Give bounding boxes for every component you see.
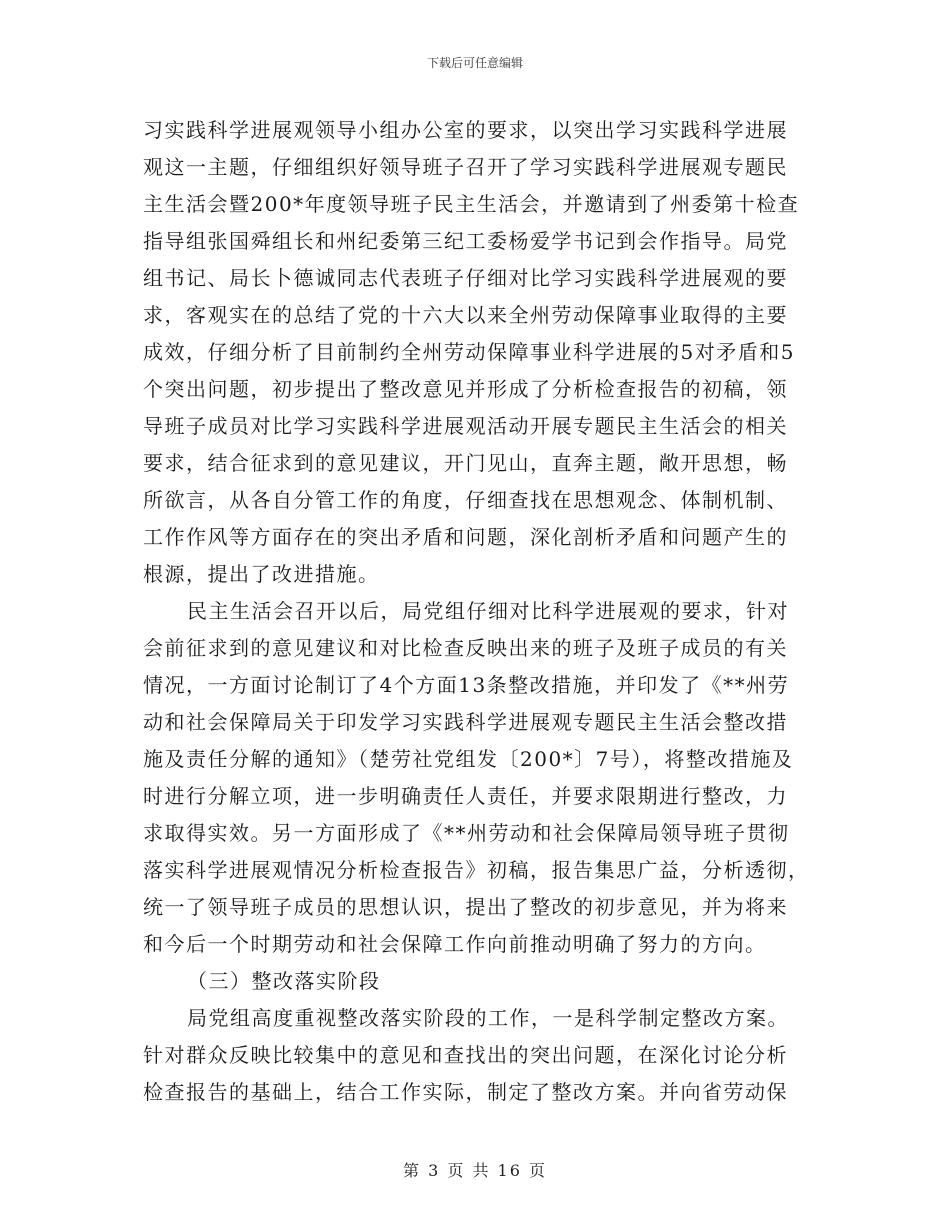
- text-line: 组书记、局长卜德诚同志代表班子仔细对比学习实践科学进展观的要: [143, 266, 788, 290]
- text-line: 观这一主题，仔细组织好领导班子召开了学习实践科学进展观专题民: [143, 155, 788, 179]
- document-body: [143, 112, 809, 1111]
- text-line: 习实践科学进展观领导小组办公室的要求，以突出学习实践科学进展: [143, 118, 788, 142]
- text-line: 根源，提出了改进措施。: [143, 562, 380, 586]
- text-line: 成效，仔细分析了目前制约全州劳动保障事业科学进展的5对矛盾和5: [143, 340, 795, 364]
- section-heading: （三）整改落实阶段: [187, 969, 381, 993]
- page-footer: 第 3 页 共 16 页: [403, 1161, 547, 1180]
- text-line: 时进行分解立项，进一步明确责任人责任，并要求限期进行整改，力: [143, 784, 788, 808]
- paragraph-start-line: 局党组高度重视整改落实阶段的工作，一是科学制定整改方案。: [187, 1006, 789, 1030]
- text-line: 求，客观实在的总结了党的十六大以来全州劳动保障事业取得的主要: [143, 303, 788, 327]
- paragraph-start-line: 民主生活会召开以后，局党组仔细对比科学进展观的要求，针对: [187, 599, 789, 623]
- text-line: 要求，结合征求到的意见建议，开门见山，直奔主题，敞开思想，畅: [143, 451, 788, 475]
- text-line: 导班子成员对比学习实践科学进展观活动开展专题民主生活会的相关: [143, 414, 788, 438]
- page-header: 下载后可任意编辑: [426, 56, 523, 70]
- text-line: 动和社会保障局关于印发学习实践科学进展观专题民主生活会整改措: [143, 710, 788, 734]
- text-line: 情况，一方面讨论制订了4个方面13条整改措施，并印发了《**州劳: [143, 673, 790, 697]
- text-line: 和今后一个时期劳动和社会保障工作向前推动明确了努力的方向。: [143, 932, 767, 956]
- text-line: 个突出问题，初步提出了整改意见并形成了分析检查报告的初稿，领: [143, 377, 788, 401]
- text-line: 会前征求到的意见建议和对比检查反映出来的班子及班子成员的有关: [143, 636, 788, 660]
- text-line: 工作作风等方面存在的突出矛盾和问题，深化剖析矛盾和问题产生的: [143, 525, 788, 549]
- text-line: 所欲言，从各自分管工作的角度，仔细查找在思想观念、体制机制、: [143, 488, 788, 512]
- text-line: 统一了领导班子成员的思想认识，提出了整改的初步意见，并为将来: [143, 895, 788, 919]
- text-line: 求取得实效。另一方面形成了《**州劳动和社会保障局领导班子贯彻: [143, 821, 790, 845]
- text-line: 施及责任分解的通知》（楚劳社党组发〔200*〕7号），将整改措施及: [143, 747, 794, 771]
- text-line: 检查报告的基础上，结合工作实际，制定了整改方案。并向省劳动保: [143, 1080, 788, 1104]
- text-line: 主生活会暨200*年度领导班子民主生活会，并邀请到了州委第十检查: [143, 192, 800, 216]
- text-line: 指导组张国舜组长和州纪委第三纪工委杨爱学书记到会作指导。局党: [143, 229, 788, 253]
- text-line: 落实科学进展观情况分析检查报告》初稿，报告集思广益，分析透彻，: [143, 858, 810, 882]
- text-line: 针对群众反映比较集中的意见和查找出的突出问题，在深化讨论分析: [143, 1043, 788, 1067]
